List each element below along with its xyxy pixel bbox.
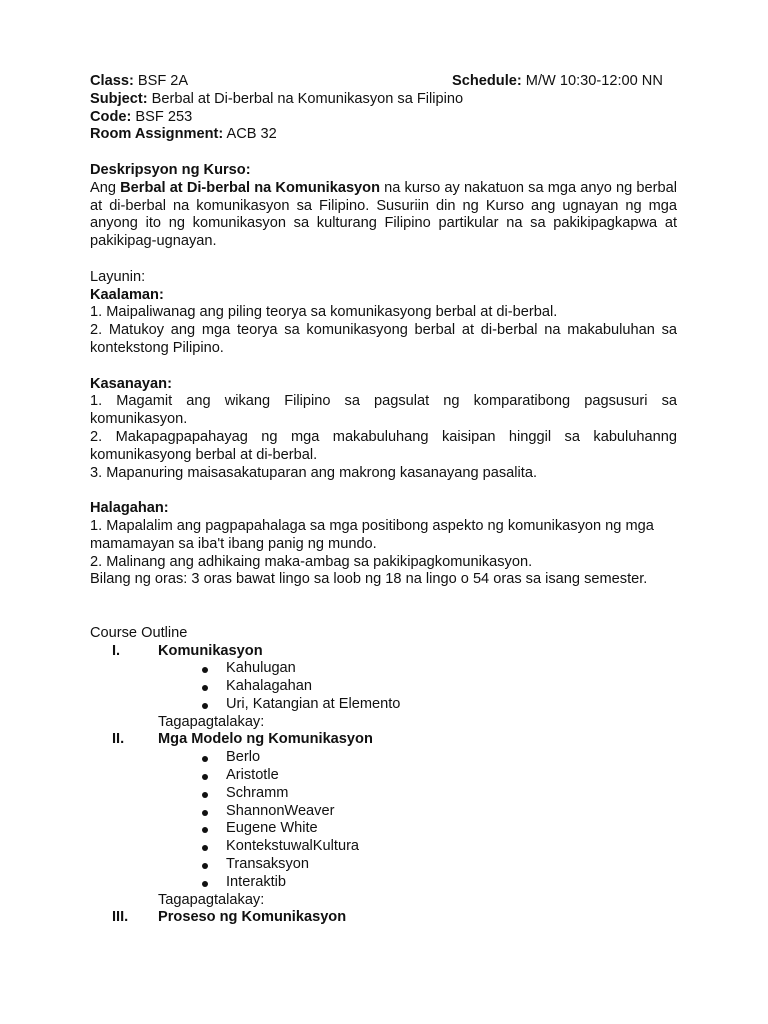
bullet-icon: [202, 810, 208, 816]
course-title: Berbal at Di-berbal na Komunikasyon: [120, 179, 381, 196]
kaalaman-heading: [90, 287, 677, 305]
bullet-icon: [202, 881, 208, 887]
schedule-value: M/W 10:30-12:00 NN: [521, 73, 663, 89]
room-label: Room Assignment:: [90, 126, 224, 143]
outline-topic: Mga Modelo ng Komunikasyon: [158, 731, 373, 748]
kaalaman-item-1: 1. Maipaliwanag ang piling teorya sa komunikasyong berbal at di-berbal.: [90, 304, 558, 321]
outline-bullet-text: Eugene White: [226, 820, 318, 837]
outline-bullet-item: [90, 678, 677, 696]
class-field: [90, 73, 188, 89]
kaalaman-heading-text: Kaalaman:: [90, 286, 164, 303]
bullet-icon: [202, 774, 208, 780]
room-field: [90, 126, 677, 144]
schedule-field: [452, 73, 663, 91]
description-body: [90, 180, 677, 251]
subject-label: Subject:: [90, 90, 148, 107]
halagahan-item-2: 2. Malinang ang adhikaing maka-ambag sa pakikipagkomunikasyon.: [90, 553, 533, 570]
outline-section-3: [90, 909, 677, 927]
outline-bullet-text: ShannonWeaver: [226, 802, 335, 819]
tagapagtalakay-label: Tagapagtalakay:: [158, 713, 265, 730]
kaalaman-item-2: 2. Matukoy ang mga teorya sa komunikasyong berbal at di-berbal na makabuluhan sa kontekstong Pilipino.: [90, 322, 677, 356]
code-label: Code:: [90, 108, 132, 125]
kasanayan-item-3: 3. Mapanuring maisasakatuparan ang makrong kasanayang pasalita.: [90, 464, 538, 481]
class-value: BSF 2A: [133, 73, 189, 89]
kasanayan-item-2: 2. Makapagpapahayag ng mga makabuluhang kaisipan hinggil sa kabuluhanng komunikasyong berbal at di-berbal.: [90, 428, 677, 463]
bullet-icon: [202, 827, 208, 833]
bullet-icon: [202, 685, 208, 691]
outline-section-2: [90, 731, 677, 749]
hours-statement: Bilang ng oras: 3 oras bawat lingo sa loob ng 18 na lingo o 54 oras sa isang semester.: [90, 571, 648, 588]
outline-bullet-item: [90, 660, 677, 678]
room-value: ACB 32: [223, 126, 277, 143]
outline-numeral: I.: [112, 642, 121, 659]
syllabus-page: [90, 73, 677, 927]
outline-bullet-list: [90, 749, 677, 891]
outline-bullet-text: Schramm: [226, 784, 289, 801]
course-outline-title: Course Outline: [90, 624, 188, 641]
outline-bullet-item: [90, 749, 677, 767]
halagahan-heading-text: Halagahan:: [90, 500, 169, 517]
description-heading: [90, 162, 677, 180]
code-field: [90, 109, 677, 127]
kasanayan-heading-text: Kasanayan:: [90, 375, 172, 392]
outline-numeral: III.: [112, 909, 129, 926]
outline-bullet-list: [90, 660, 677, 713]
schedule-label: Schedule:: [452, 73, 522, 89]
tagapagtalakay-label: Tagapagtalakay:: [158, 891, 265, 908]
bullet-icon: [202, 703, 208, 709]
outline-numeral: II.: [112, 731, 125, 748]
bullet-icon: [202, 756, 208, 762]
outline-bullet-text: Kahalagahan: [226, 678, 313, 695]
outline-bullet-item: [90, 767, 677, 785]
kasanayan-heading: [90, 376, 677, 394]
outline-bullet-item: [90, 803, 677, 821]
description-prefix: Ang: [90, 179, 121, 196]
outline-bullet-text: Interaktib: [226, 873, 287, 890]
outline-bullet-text: Berlo: [226, 749, 261, 766]
class-row: [90, 73, 677, 91]
outline-bullet-item: [90, 874, 677, 892]
outline-bullet-text: Transaksyon: [226, 856, 310, 873]
outline-bullet-text: KontekstuwalKultura: [226, 838, 360, 855]
objectives-label: Layunin:: [90, 268, 146, 285]
description-text: na kurso ay nakatuon sa mga anyo ng berbal at di-berbal na komunikasyon sa Filipino. Susuriin din ng Kurso ang ugnayan ng mga anyong ito ng komunikasyon sa kulturang Filipino partikular na sa pakikipagkapwa at pakikipag-ugnayan.: [90, 179, 677, 250]
bullet-icon: [202, 863, 208, 869]
outline-bullet-item: [90, 820, 677, 838]
outline-topic: Proseso ng Komunikasyon: [158, 909, 347, 926]
outline-bullet-text: Uri, Katangian at Elemento: [226, 695, 401, 712]
outline-bullet-text: Kahulugan: [226, 660, 296, 677]
outline-bullet-item: [90, 785, 677, 803]
outline-bullet-item: [90, 696, 677, 714]
bullet-icon: [202, 667, 208, 673]
kasanayan-item-1: 1. Magamit ang wikang Filipino sa pagsulat ng komparatibong pagsusuri sa komunikasyon.: [90, 393, 677, 428]
halagahan-heading: [90, 500, 677, 518]
outline-bullet-item: [90, 838, 677, 856]
course-outline: [90, 643, 677, 928]
description-heading-text: Deskripsyon ng Kurso:: [90, 161, 251, 178]
code-value: BSF 253: [131, 108, 193, 125]
subject-field: [90, 91, 677, 109]
outline-section-1: [90, 643, 677, 661]
subject-value: Berbal at Di-berbal na Komunikasyon sa Filipino: [147, 90, 464, 107]
halagahan-item-1: 1. Mapalalim ang pagpapahalaga sa mga positibong aspekto ng komunikasyon ng mga mamamayan sa iba't ibang panig ng mundo.: [90, 517, 654, 552]
outline-bullet-item: [90, 856, 677, 874]
outline-topic: Komunikasyon: [158, 642, 263, 659]
bullet-icon: [202, 792, 208, 798]
outline-bullet-text: Aristotle: [226, 767, 279, 784]
bullet-icon: [202, 845, 208, 851]
class-label: Class:: [90, 73, 134, 89]
